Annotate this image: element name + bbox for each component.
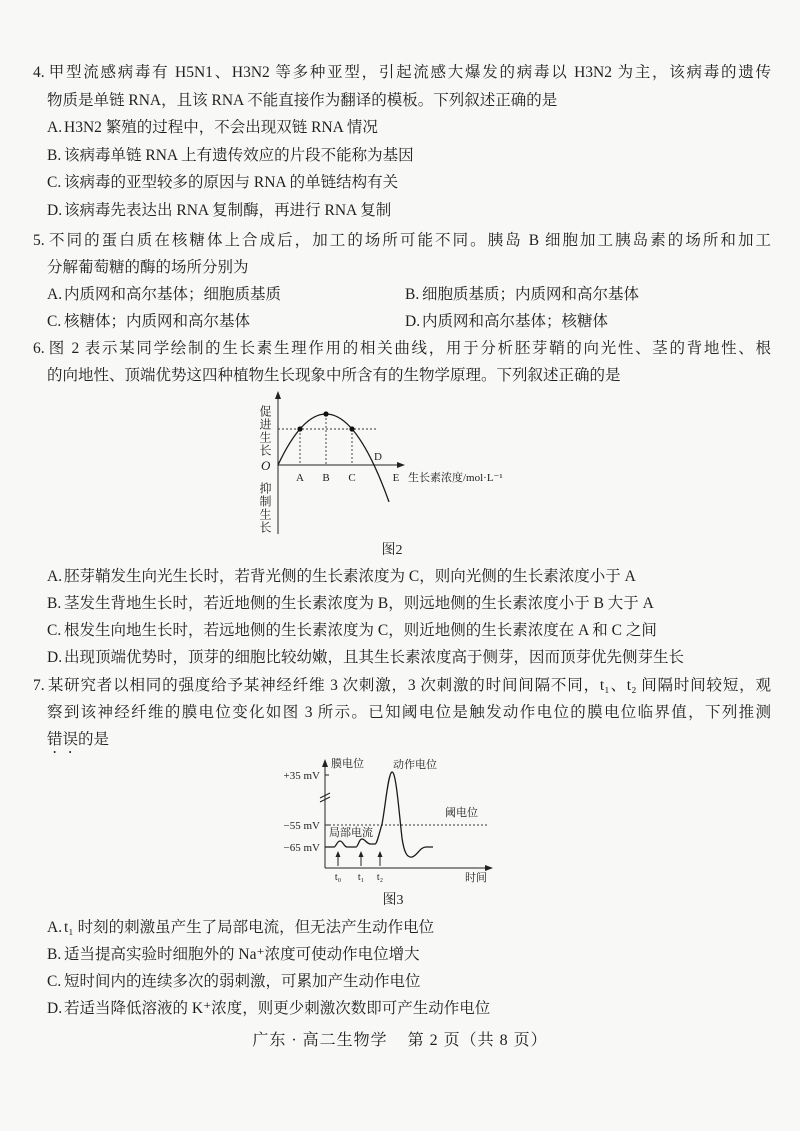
fig3-tick-label-plus35: +35 mV — [283, 770, 320, 782]
q4-option-a-text: H3N2 繁殖的过程中，不会出现双链 RNA 情况 — [64, 119, 378, 136]
q5-option-b — [405, 281, 639, 308]
question-6-stem — [33, 335, 771, 389]
q6-stem-text-1: 图 2 表示某同学绘制的生长素生理作用的相关曲线，用于分析胚芽鞘的向光性、茎的背地性、根 — [47, 340, 771, 357]
q6-stem-line-2 — [33, 362, 771, 389]
fig3-tick-label-minus55: −55 mV — [283, 820, 320, 832]
q5-option-c-label: C. — [47, 313, 62, 330]
q7-number: 7. — [33, 677, 45, 694]
q5-option-d-label: D. — [405, 313, 421, 330]
fig2-response-curve — [278, 414, 389, 502]
q6-number: 6. — [33, 340, 45, 357]
q4-stem-text-1: 甲型流感病毒有 H5N1、H3N2 等多种亚型，引起流感大爆发的病毒以 H3N2 为主，该病毒的遗传 — [47, 64, 771, 81]
q6-option-b-label: B. — [47, 595, 62, 612]
fig2-y-label-inhibit: 抑制生长 — [258, 482, 272, 534]
q7-option-d — [33, 995, 771, 1022]
q6-option-d-label: D. — [47, 649, 63, 666]
fig3-stimulus-arrowhead-t0 — [336, 851, 341, 857]
q4-option-b-label: B. — [47, 146, 62, 164]
q7-option-b — [33, 941, 771, 968]
q7-stem-text-2: 察到该神经纤维的膜电位变化如图 3 所示。已知阈电位是触发动作电位的膜电位临界值，下列推测 — [47, 704, 771, 721]
q7-stem-line-1 — [33, 672, 771, 699]
q6-option-b-text: 茎发生背地生长时，若近地侧的生长素浓度为 B，则远地侧的生长素浓度小于 B 大于 A — [64, 595, 654, 612]
q4-option-c-text: 该病毒的亚型较多的原因与 RNA 的单链结构有关 — [64, 174, 399, 191]
fig3-label-t2: t₂ — [376, 872, 384, 883]
q5-option-c-text: 核糖体；内质网和高尔基体 — [64, 313, 251, 330]
q5-option-b-text: 细胞质基质；内质网和高尔基体 — [422, 286, 640, 303]
q6-option-d — [33, 644, 771, 671]
q7-option-d-label: D. — [47, 1000, 63, 1017]
fig2-point-b — [323, 411, 328, 416]
q4-option-d — [33, 197, 771, 225]
q5-number: 5. — [33, 232, 45, 249]
fig2-y-axis-arrow — [275, 391, 281, 399]
q6-option-c-label: C. — [47, 622, 62, 639]
q5-stem-text-2: 分解葡萄糖的酶的场所分别为 — [47, 259, 249, 276]
fig2-point-a — [297, 426, 302, 431]
fig3-label-t1: t₁ — [357, 872, 365, 883]
q5-stem-text-1: 不同的蛋白质在核糖体上合成后，加工的场所可能不同。胰岛 B 细胞加工胰岛素的场所和加工 — [47, 232, 771, 249]
q4-option-b-text: 该病毒单链 RNA 上有遗传效应的片段不能称为基因 — [64, 146, 414, 164]
fig2-x-axis-arrow — [397, 462, 405, 468]
q7-stem-line-3 — [33, 726, 771, 756]
fig2-point-c — [349, 426, 354, 431]
q6-stem-text-2: 的向地性、顶端优势这四种植物生长现象中所含有的生物学原理。下列叙述正确的是 — [47, 367, 621, 384]
q7-stem-text-1: 某研究者以相同的强度给予某神经纤维 3 次刺激，3 次刺激的时间间隔不同，t₁、t₂ 间隔时间较短，观 — [47, 677, 771, 694]
figure-2-auxin-curve — [0, 388, 800, 558]
q7-option-c — [33, 968, 771, 995]
q4-option-a — [33, 114, 771, 142]
fig2-label-e: E — [392, 472, 400, 484]
q4-option-a-label: A. — [47, 119, 63, 136]
q7-stem-emphasis: 错误 — [47, 731, 79, 748]
q5-option-a — [47, 286, 281, 303]
q4-option-b — [33, 142, 771, 170]
q7-option-c-label: C. — [47, 973, 62, 990]
question-7-stem — [33, 672, 771, 756]
question-7-options — [33, 914, 771, 1022]
q5-option-d-text: 内质网和高尔基体；核糖体 — [422, 313, 609, 330]
fig3-threshold-label: 阈电位 — [445, 807, 478, 819]
fig3-y-axis-label: 膜电位 — [331, 758, 364, 770]
page-footer — [0, 1028, 800, 1054]
q7-option-d-text: 若适当降低溶液的 K⁺浓度，则更少刺激次数即可产生动作电位 — [64, 1000, 491, 1017]
q6-option-c — [33, 617, 771, 644]
q4-option-d-label: D. — [47, 201, 63, 219]
fig2-label-c: C — [348, 472, 356, 484]
fig3-action-potential-label: 动作电位 — [393, 759, 437, 771]
fig2-origin-label: O — [261, 458, 271, 473]
q6-option-a-text: 胚芽鞘发生向光生长时，若背光侧的生长素浓度为 C，则向光侧的生长素浓度小于 A — [64, 568, 636, 585]
q7-option-b-label: B. — [47, 946, 62, 963]
q7-stem-tail: 的是 — [78, 731, 110, 748]
q6-option-d-text: 出现顶端优势时，顶芽的细胞比较幼嫩，且其生长素浓度高于侧芽，因而顶芽优先侧芽生长 — [64, 649, 685, 666]
question-6-options — [33, 563, 771, 671]
q4-stem-text-2: 物质是单链 RNA，且该 RNA 不能直接作为翻译的模板。下列叙述正确的是 — [47, 91, 558, 109]
fig3-membrane-potential-curve — [325, 772, 433, 857]
q6-option-a-label: A. — [47, 568, 63, 585]
q4-number: 4. — [33, 64, 45, 81]
question-5 — [33, 227, 771, 335]
q4-stem-line-2 — [33, 87, 771, 115]
fig3-y-axis-arrow — [322, 759, 328, 767]
q4-stem-line-1 — [33, 59, 771, 87]
q5-option-b-label: B. — [405, 286, 420, 303]
footer-course: 广东 · 高二生物学 — [252, 1032, 388, 1049]
fig3-x-axis-label: 时间 — [465, 872, 487, 884]
q6-option-a — [33, 563, 771, 590]
q7-option-c-text: 短时间内的连续多次的弱刺激，可累加产生动作电位 — [64, 973, 421, 990]
q4-option-c — [33, 169, 771, 197]
q7-option-a-label: A. — [47, 919, 63, 936]
fig3-tick-label-minus65: −65 mV — [283, 842, 320, 854]
q7-option-b-text: 适当提高实验时细胞外的 Na⁺浓度可使动作电位增大 — [64, 946, 420, 963]
q5-option-d — [405, 308, 608, 335]
q5-option-row-2 — [33, 308, 771, 335]
q4-option-c-label: C. — [47, 174, 62, 191]
footer-page-number: 第 2 页（共 8 页） — [407, 1032, 548, 1049]
q5-option-a-text: 内质网和高尔基体；细胞质基质 — [64, 286, 282, 303]
fig3-caption: 图3 — [382, 893, 404, 907]
q6-option-b — [33, 590, 771, 617]
fig3-label-t0: t₀ — [334, 872, 342, 883]
q5-stem-line-1 — [33, 227, 771, 254]
fig2-label-b: B — [322, 472, 330, 484]
fig3-stimulus-arrowhead-t2 — [378, 851, 383, 857]
fig2-x-axis-label: 生长素浓度/mol·L⁻¹ — [408, 472, 503, 484]
fig3-stimulus-arrowhead-t1 — [359, 851, 364, 857]
question-4 — [33, 59, 771, 224]
q7-option-a — [33, 914, 771, 941]
q5-option-a-label: A. — [47, 286, 63, 303]
q4-option-d-text: 该病毒先表达出 RNA 复制酶，再进行 RNA 复制 — [64, 201, 392, 219]
q6-option-c-text: 根发生向地生长时，若远地侧的生长素浓度为 C，则近地侧的生长素浓度在 A 和 C 之间 — [64, 622, 657, 639]
q5-stem-line-2 — [33, 254, 771, 281]
q6-stem-line-1 — [33, 335, 771, 362]
fig2-label-d: D — [374, 451, 382, 463]
fig2-y-label-promote: 促进生长 — [258, 405, 272, 457]
q7-option-a-text: t₁ 时刻的刺激虽产生了局部电流，但无法产生动作电位 — [64, 919, 435, 936]
fig2-label-a: A — [296, 472, 304, 484]
fig2-caption: 图2 — [381, 543, 403, 558]
fig3-x-axis-arrow — [485, 865, 493, 871]
q5-option-c — [47, 313, 250, 330]
fig3-local-current-label: 局部电流 — [329, 827, 373, 839]
q5-option-row-1 — [33, 281, 771, 308]
q7-stem-line-2 — [33, 699, 771, 726]
figure-3-membrane-potential — [0, 755, 800, 907]
